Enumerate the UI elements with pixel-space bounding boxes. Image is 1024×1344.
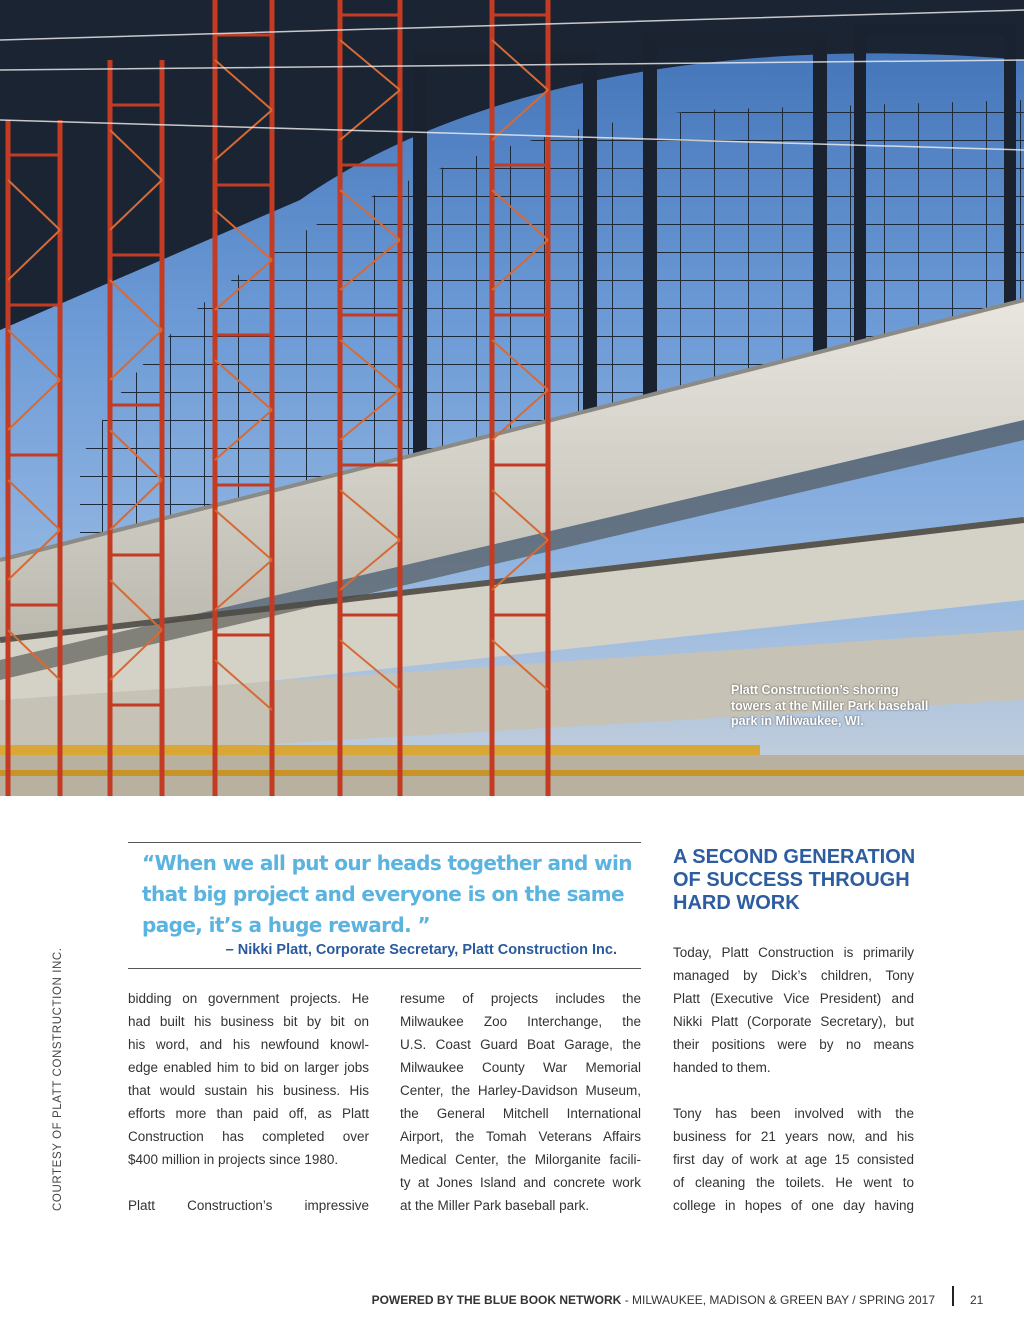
text-line: that would sustain his business. His [128, 1083, 369, 1098]
text-line: business for 21 years now, and his [673, 1129, 914, 1144]
text-line: $400 million in projects since 1980. [128, 1152, 339, 1167]
text-line: Platt Construction’s impressive [128, 1198, 369, 1213]
text-line: of cleaning the toilets. He went to [673, 1175, 914, 1190]
page-footer [360, 1293, 935, 1307]
page-number: 21 [970, 1293, 984, 1307]
text-line: their positions were by no means [673, 1037, 914, 1052]
footer-edition: - MILWAUKEE, MADISON & GREEN BAY / SPRING 2017 [621, 1293, 935, 1307]
quote-bottom-rule [128, 968, 641, 969]
text-line: college in hopes of one day having [673, 1198, 914, 1213]
text-line: edge enabled him to bid on larger jobs [128, 1060, 369, 1075]
text-line: Milwaukee Zoo Interchange, the [400, 1014, 641, 1029]
text-line: U.S. Coast Guard Boat Garage, the [400, 1037, 641, 1052]
text-line: his word, and his newfound knowl- [128, 1037, 369, 1052]
text-line: resume of projects includes the [400, 991, 641, 1006]
text-line: handed to them. [673, 1060, 771, 1075]
text-line: bidding on government projects. He [128, 991, 369, 1006]
body-column-2 [400, 987, 641, 1217]
body-column-3 [673, 941, 914, 1217]
text-line: ty at Jones Island and concrete work [400, 1175, 641, 1190]
text-line: efforts more than paid off, as Platt [128, 1106, 369, 1121]
text-line: Nikki Platt (Corporate Secretary), but [673, 1014, 914, 1029]
text-line: Center, the Harley-Davidson Museum, [400, 1083, 641, 1098]
photo-credit: COURTESY OF PLATT CONSTRUCTION INC. [52, 947, 64, 1211]
quote-attribution: – Nikki Platt, Corporate Secretary, Platt Construction Inc. [225, 942, 617, 958]
text-line: had built his business bit by bit on [128, 1014, 369, 1029]
text-line: the General Mitchell International [400, 1106, 641, 1121]
text-line: Tony has been involved with the [673, 1106, 914, 1121]
text-line: managed by Dick’s children, Tony [673, 968, 914, 983]
text-line: at the Miller Park baseball park. [400, 1198, 590, 1213]
text-line: Construction has completed over [128, 1129, 369, 1144]
text-line: Airport, the Tomah Veterans Affairs [400, 1129, 641, 1144]
paragraph-gap [673, 1079, 914, 1102]
pull-quote: “When we all put our heads together and win that big project and everyone is on the same page, it’s a huge reward. ” [142, 851, 632, 937]
section-heading: A SECOND GENERATION OF SUCCESS THROUGH HARD WORK [673, 846, 916, 914]
footer-brand: POWERED BY THE BLUE BOOK NETWORK [371, 1293, 622, 1307]
text-line: Today, Platt Construction is primarily [673, 945, 914, 960]
footer-divider [952, 1286, 954, 1306]
photo-caption: Platt Construction’s shoring towers at the Miller Park baseball park in Milwaukee, WI. [731, 683, 929, 728]
body-column-1 [128, 987, 369, 1217]
text-line: Milwaukee County War Memorial [400, 1060, 641, 1075]
paragraph-gap [128, 1171, 369, 1194]
text-line: Medical Center, the Milorganite facili- [400, 1152, 641, 1167]
text-line: first day of work at age 15 consisted [673, 1152, 914, 1167]
quote-top-rule [128, 842, 641, 843]
text-line: Platt (Executive Vice President) and [673, 991, 914, 1006]
